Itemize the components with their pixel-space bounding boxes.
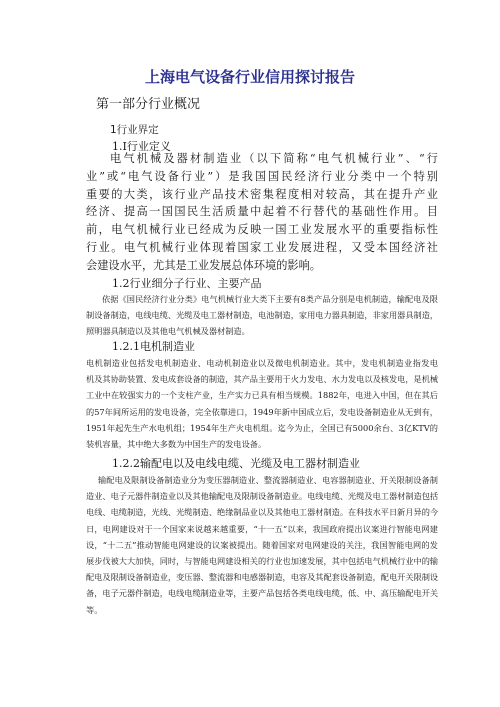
paragraph-line: 配电及限制设备制造业，变压器、整流器和电感器制造，电容及其配套设备制造，配电开关限制设 [86,572,439,583]
paragraph-line: 展步伐被大大加快，同时，与智能电网建设相关的行业也加速发展，其中包括电气机械行业中的输 [86,555,439,566]
section-1-1-heading: 1.I行业定义 [112,140,171,153]
paragraph-line: 经济、提高一国国民生活质量中起着不行替代的基础性作用。目 [86,205,438,219]
section-1-heading: 1行业界定 [110,124,159,136]
paragraph-line: 照明器具制造以及其他电气机械及器材制造。 [86,326,250,337]
paragraph-line: 日，电网建设对于一个国家来说越来越重要，“十一五”以来，我国政府提出议案进行智能电网建 [86,523,438,534]
paragraph-line: 造业、电子元器件制造业以及其他输配电及限制设备制造业。电线电缆、光缆及电工器材制造包括 [86,491,439,502]
paragraph-line: 的57年间所运用的发电设备，完全依靠进口，1949年新中国成立后，发电设备制造业从无到有， [86,406,438,417]
paragraph-line: 依据《国民经济行业分类》电气机械行业大类下主要有8类产品分别是电机制造，输配电及限 [102,294,438,304]
paragraph-line: 机及其协助装置、发电成套设备的制造，其产品主要用于火力发电、水力发电以及核发电，是机械 [86,374,439,385]
paragraph-line: 行业。电气机械行业体现着国家工业发展进程，又受本国经济社 [86,240,438,254]
paragraph-line: 电气机械及器材制造业（以下简称“电气机械行业”、“行 [110,152,438,165]
report-title: 上海电气设备行业信用探讨报告 [144,68,355,86]
part-heading: 第一部分行业概况 [96,97,201,112]
paragraph-line: 设，“十二五”推动智能电网建设的议案被提出。随着国家对电网建设的关注，我国智能电网的发 [86,539,438,550]
paragraph-line: 电机制造业包括发电机制造业、电动机制造业以及微电机制造业。其中，发电机制造业指发电 [86,358,438,368]
paragraph-line: 输配电及限制设备制造业分为变压器制造业、整流器制造业、电容器制造业、开关限制设备制 [98,475,438,485]
section-1-2-heading: 1.2行业细分子行业、主要产品 [112,277,262,290]
power-distribution-paragraph [86,472,438,618]
paragraph-line: 工业中在较强实力的一个支柱产业，生产实力已具有相当规模。1882年，电进入中国，但在其后 [86,390,438,401]
paragraph-line: 制设备制造，电线电缆、光缆及电工器材制造，电池制造，家用电力器具制造，非家用器具制造， [86,310,439,321]
paragraph-line: 会建设水平，尤其是工业发展总体环境的影响。 [86,258,321,272]
paragraph-line: 1951年起先生产水电机组；1954年生产火电机组。迄今为止，全国已有5000余台、3亿KTV的 [86,422,438,433]
paragraph-line: 电线、电缆制造，光线、光缆制造、绝缘制品业以及其他电工器材制造。在科技水平日新月异的今 [86,507,439,518]
paragraph-line: 等。 [86,604,103,615]
section-1-2-1-heading: 1.2.1电机制造业 [112,340,195,353]
paragraph-line: 业”或“电气设备行业”）是我国国民经济行业分类中一个特别 [86,169,438,183]
section-1-2-2-heading: 1.2.2输配电以及电线电缆、光缆及电工器材制造业 [112,457,360,470]
paragraph-line: 备，电子元器件制造，电线电缆制造业等，主要产品包括各类电线电缆，低、中、高压输配电开关 [86,588,439,599]
paragraph-line: 重要的大类，该行业产品技术密集程度相对较高，其在提升产业 [86,187,438,201]
paragraph-line: 前，电气机械行业已经成为反映一国工业发展水平的重要指标性 [86,223,438,237]
motor-manufacturing-paragraph [86,355,438,452]
industry-definition-paragraph [86,150,438,275]
subsectors-paragraph [86,291,438,340]
paragraph-line: 装机容量，其中绝大多数为中国生产的发电设备。 [86,438,267,449]
